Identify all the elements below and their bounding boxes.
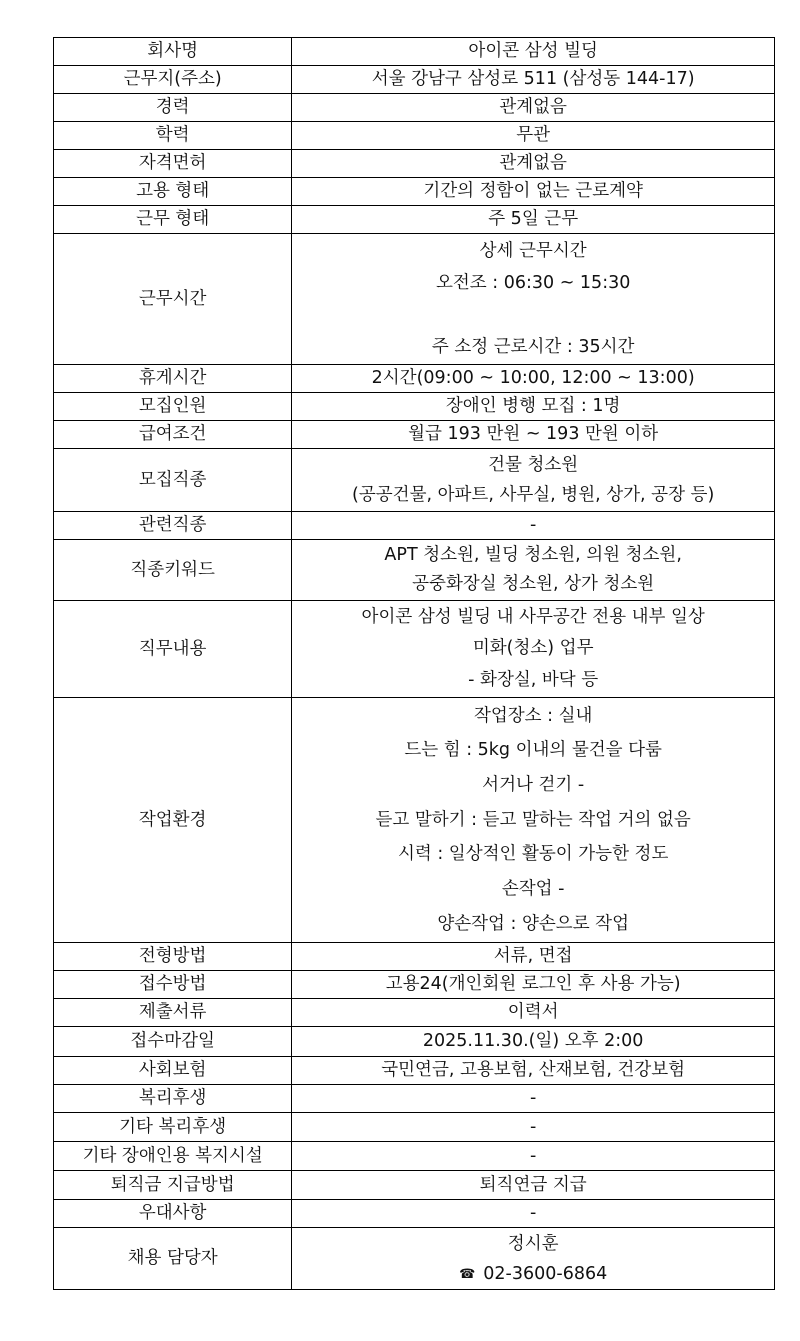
table-row xyxy=(54,122,775,150)
row-label: 복리후생 xyxy=(54,1085,292,1113)
row-label: 전형방법 xyxy=(54,943,292,971)
row-label: 모집직종 xyxy=(54,449,292,512)
table-row xyxy=(54,943,775,971)
value-line: 손작업 - xyxy=(501,879,565,900)
value-line: 아이콘 삼성 빌딩 xyxy=(468,41,598,61)
row-label: 경력 xyxy=(54,94,292,122)
table-row xyxy=(54,971,775,999)
row-label: 제출서류 xyxy=(54,999,292,1027)
table-row xyxy=(54,1113,775,1142)
table-row xyxy=(54,66,775,94)
value-line: - xyxy=(530,1116,537,1137)
table-row xyxy=(54,38,775,66)
value-line: 무관 xyxy=(516,125,551,145)
contact-name: 정시훈 xyxy=(507,1233,559,1254)
row-label: 휴게시간 xyxy=(54,365,292,393)
row-label: 근무지(주소) xyxy=(54,66,292,94)
telephone-icon: ☎ xyxy=(459,1266,476,1282)
table-row xyxy=(54,540,775,601)
row-label-contact: 채용 담당자 xyxy=(54,1228,292,1290)
table-row xyxy=(54,601,775,698)
value-line: 공중화장실 청소원, 상가 청소원 xyxy=(412,574,655,594)
row-value xyxy=(292,178,775,206)
row-label: 관련직종 xyxy=(54,512,292,540)
table-row xyxy=(54,1142,775,1171)
table-row xyxy=(54,178,775,206)
table-row xyxy=(54,512,775,540)
value-line: 양손작업 : 양손으로 작업 xyxy=(437,913,629,934)
value-line: 국민연금, 고용보험, 산재보험, 건강보험 xyxy=(381,1060,686,1080)
row-value xyxy=(292,1200,775,1228)
row-label: 근무 형태 xyxy=(54,206,292,234)
value-line: 퇴직연금 지급 xyxy=(479,1174,587,1195)
row-value xyxy=(292,421,775,449)
value-line: - xyxy=(530,1203,537,1223)
table-body xyxy=(54,38,775,1228)
table-row xyxy=(54,393,775,421)
table-row xyxy=(54,999,775,1027)
row-value xyxy=(292,512,775,540)
row-label: 퇴직금 지급방법 xyxy=(54,1171,292,1200)
row-value xyxy=(292,1085,775,1113)
row-value xyxy=(292,540,775,601)
value-line: 고용24(개인회원 로그인 후 사용 가능) xyxy=(385,974,681,994)
row-value xyxy=(292,206,775,234)
value-line: 오전조 : 06:30 ~ 15:30 xyxy=(435,272,631,293)
value-line: - 화장실, 바닥 등 xyxy=(468,669,599,690)
row-label: 직종키워드 xyxy=(54,540,292,601)
table-row xyxy=(54,449,775,512)
row-label: 학력 xyxy=(54,122,292,150)
value-line: - xyxy=(530,515,537,535)
row-label: 작업환경 xyxy=(54,698,292,943)
value-line: 건물 청소원 xyxy=(488,454,579,475)
table-row xyxy=(54,234,775,365)
row-value xyxy=(292,150,775,178)
row-value xyxy=(292,1113,775,1142)
value-line: 시력 : 일상적인 활동이 가능한 정도 xyxy=(397,844,669,865)
row-value xyxy=(292,1171,775,1200)
row-label: 우대사항 xyxy=(54,1200,292,1228)
value-line: 드는 힘 : 5kg 이내의 물건을 다룸 xyxy=(404,740,662,761)
row-value xyxy=(292,122,775,150)
table-row xyxy=(54,1027,775,1057)
contact-phone-line xyxy=(296,1259,770,1289)
row-value xyxy=(292,38,775,66)
row-label: 고용 형태 xyxy=(54,178,292,206)
value-line: - xyxy=(530,1145,537,1166)
row-value xyxy=(292,1057,775,1085)
table-row xyxy=(54,365,775,393)
row-label: 회사명 xyxy=(54,38,292,66)
value-line: 상세 근무시간 xyxy=(479,240,587,261)
value-line: 미화(청소) 업무 xyxy=(472,638,594,659)
value-line: 이력서 xyxy=(507,1002,559,1022)
job-posting-table xyxy=(53,37,775,1290)
contact-phone: 02-3600-6864 xyxy=(483,1263,608,1284)
row-value xyxy=(292,234,775,365)
value-line: 관계없음 xyxy=(499,97,567,117)
table-row xyxy=(54,698,775,943)
table-row xyxy=(54,1057,775,1085)
row-value xyxy=(292,365,775,393)
value-line: 서울 강남구 삼성로 511 (삼성동 144-17) xyxy=(371,69,695,89)
value-line: (공공건물, 아파트, 사무실, 병원, 상가, 공장 등) xyxy=(352,485,715,505)
row-label: 직무내용 xyxy=(54,601,292,698)
table-row xyxy=(54,1200,775,1228)
row-label: 모집인원 xyxy=(54,393,292,421)
value-line: 기간의 정함이 없는 근로계약 xyxy=(423,181,643,201)
contact-section xyxy=(54,1228,775,1290)
contact-value-cell xyxy=(292,1228,775,1290)
table-row xyxy=(54,150,775,178)
row-value xyxy=(292,449,775,512)
value-line: 주 소정 근로시간 : 35시간 xyxy=(431,337,635,358)
row-value xyxy=(292,698,775,943)
value-line: 주 5일 근무 xyxy=(488,209,579,229)
table-row xyxy=(54,421,775,449)
row-value xyxy=(292,601,775,698)
row-label: 자격면허 xyxy=(54,150,292,178)
row-value xyxy=(292,393,775,421)
value-line: 아이콘 삼성 빌딩 내 사무공간 전용 내부 일상 xyxy=(361,606,705,627)
value-line: 작업장소 : 실내 xyxy=(473,705,593,726)
value-line: 관계없음 xyxy=(499,153,567,173)
table-row xyxy=(54,1228,775,1290)
row-value xyxy=(292,94,775,122)
row-value xyxy=(292,971,775,999)
value-line: APT 청소원, 빌딩 청소원, 의원 청소원, xyxy=(384,544,682,565)
value-line: 서류, 면접 xyxy=(493,946,573,966)
table-row xyxy=(54,206,775,234)
value-line xyxy=(296,299,770,331)
table-row xyxy=(54,1171,775,1200)
value-line: 장애인 병행 모집 : 1명 xyxy=(445,396,621,416)
row-label: 접수방법 xyxy=(54,971,292,999)
row-label: 근무시간 xyxy=(54,234,292,365)
row-label: 기타 장애인용 복지시설 xyxy=(54,1142,292,1171)
value-line: 2025.11.30.(일) 오후 2:00 xyxy=(422,1031,644,1051)
value-line: 월급 193 만원 ~ 193 만원 이하 xyxy=(408,424,659,444)
row-label: 급여조건 xyxy=(54,421,292,449)
value-line: 서거나 걷기 - xyxy=(482,774,585,795)
value-line: - xyxy=(530,1088,537,1108)
value-line: 2시간(09:00 ~ 10:00, 12:00 ~ 13:00) xyxy=(371,368,695,388)
row-label: 접수마감일 xyxy=(54,1027,292,1057)
table-row xyxy=(54,1085,775,1113)
table-row xyxy=(54,94,775,122)
row-value xyxy=(292,999,775,1027)
row-value xyxy=(292,1142,775,1171)
row-label: 기타 복리후생 xyxy=(54,1113,292,1142)
row-value xyxy=(292,1027,775,1057)
row-value xyxy=(292,943,775,971)
value-line: 듣고 말하기 : 듣고 말하는 작업 거의 없음 xyxy=(375,809,691,830)
row-label: 사회보험 xyxy=(54,1057,292,1085)
row-value xyxy=(292,66,775,94)
